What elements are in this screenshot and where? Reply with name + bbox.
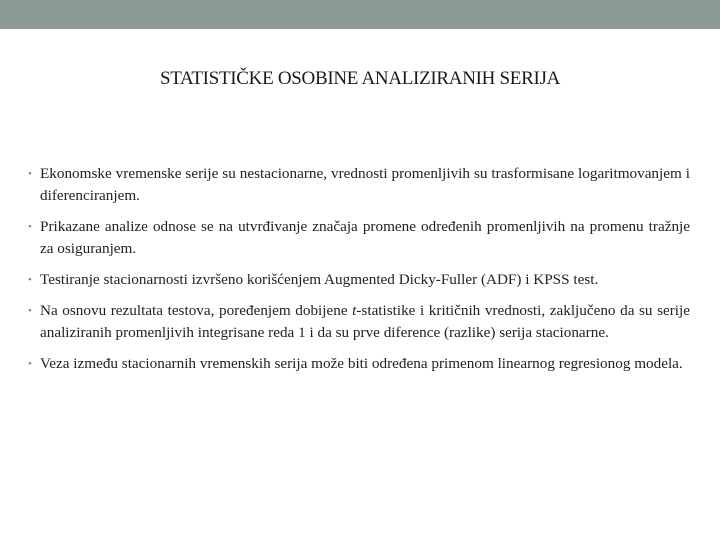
bullet-dot-icon: • [28, 221, 32, 233]
bullet-item [28, 353, 690, 375]
bullet-dot-icon: • [28, 305, 32, 317]
bullet-text: Prikazane analize odnose se na utvrđivanje značaja promene određenih promenljivih na promenu tražnje za osiguranjem. [40, 218, 690, 257]
bullet-text: Ekonomske vremenske serije su nestacionarne, vrednosti promenljivih su trasformisane logaritmovanjem i diferenciranjem. [40, 165, 690, 204]
t-statistic-italic: t [352, 302, 357, 319]
slide-title: STATISTIČKE OSOBINE ANALIZIRANIH SERIJA [159, 68, 561, 89]
bullet-text: Veza između stacionarnih vremenskih serija može biti određena primenom linearnog regresionog modela. [40, 355, 683, 372]
bullet-text [40, 300, 690, 344]
bullet-text: Testiranje stacionarnosti izvršeno korišćenjem Augmented Dicky-Fuller (ADF) i KPSS test. [40, 271, 599, 288]
bullet-item [28, 269, 690, 291]
bullet-dot-icon: • [28, 358, 32, 370]
bullet-item [28, 163, 690, 207]
bullet-list [28, 163, 690, 384]
bullet-text-part: Na osnovu rezultata testova, poređenjem dobijene [40, 302, 353, 319]
bullet-item [28, 300, 690, 344]
bullet-dot-icon: • [28, 168, 32, 180]
bullet-item [28, 216, 690, 260]
bullet-text-part: -statistike i kritičnih vrednosti, zaključeno da su serije analiziranih promenljivih integrisane reda 1 i da su prve diference (razlike) serija stacionarne. [40, 302, 690, 341]
bullet-dot-icon: • [28, 274, 32, 286]
top-decorative-bar [0, 0, 720, 29]
